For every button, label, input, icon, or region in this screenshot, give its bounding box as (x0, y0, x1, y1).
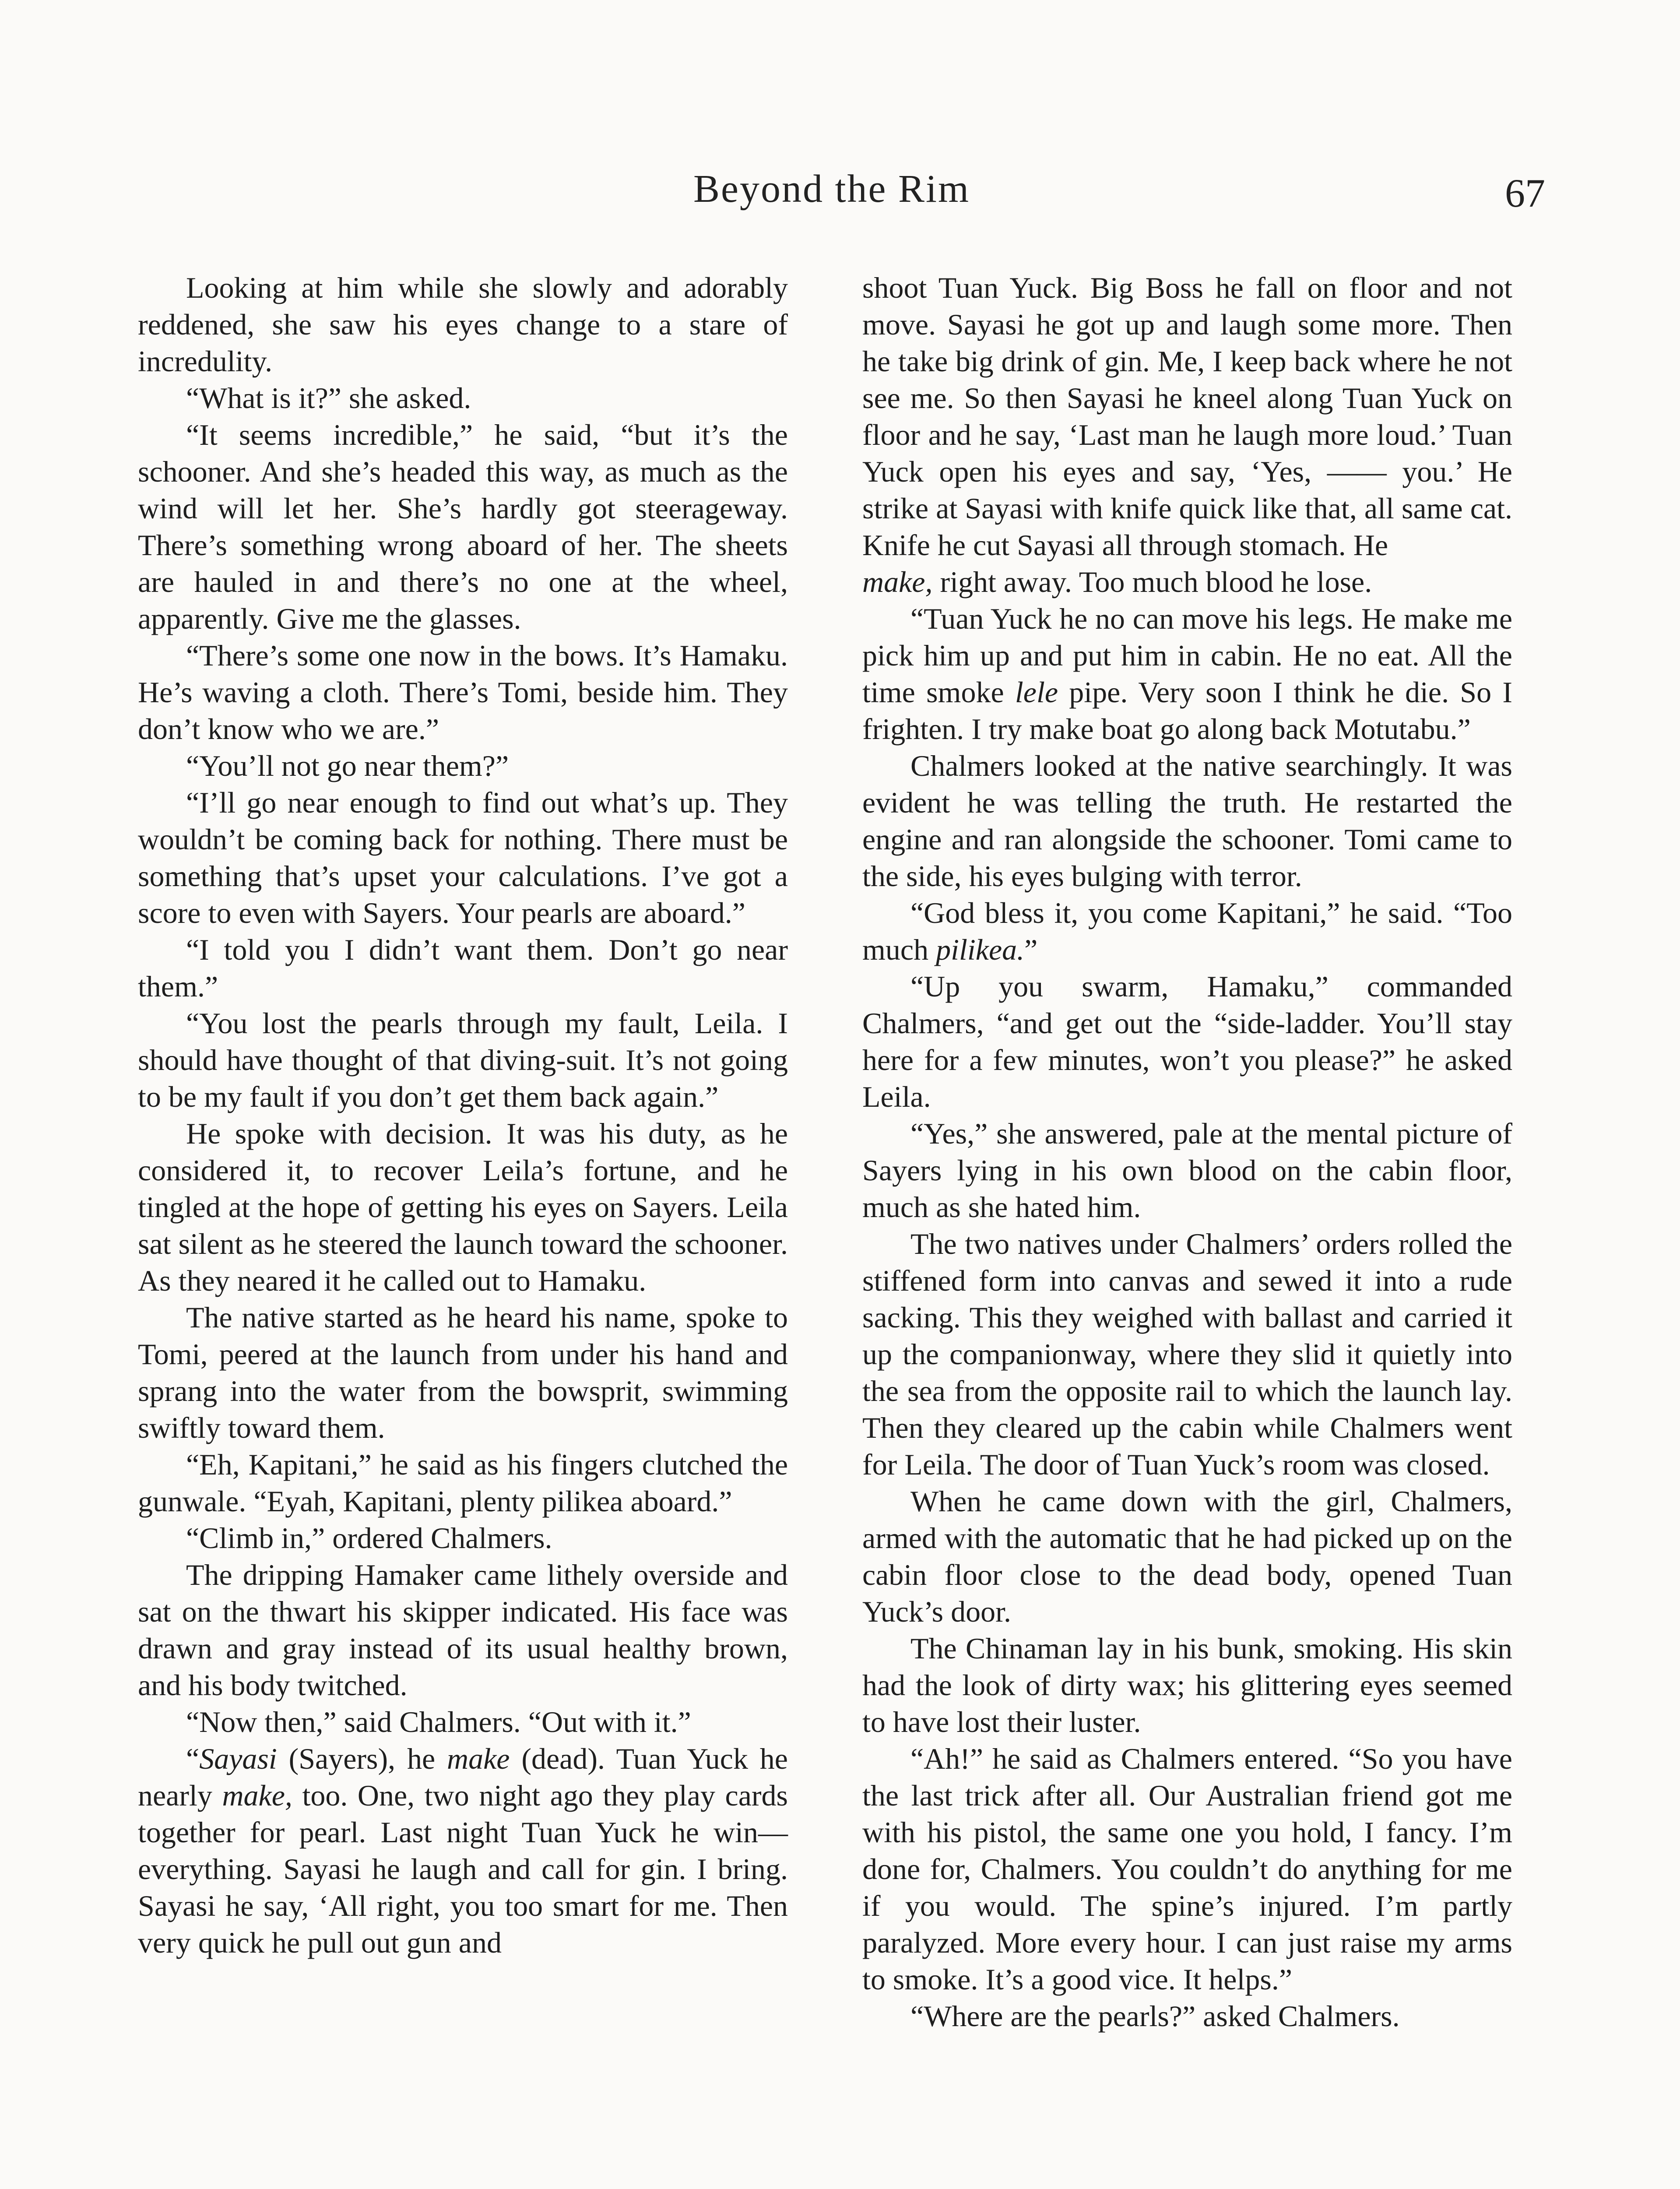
text-run: (dead). Tuan Yuck he nearly (138, 1742, 788, 1812)
paragraph: “I’ll go near enough to find out what’s up. They wouldn’t be coming back for nothing. There must be something that’s upset your calculations. I’ve got a score to even with Sayers. Your pearls are aboard.” (138, 786, 788, 929)
text-run: “Tuan Yuck he no can move his legs. He make me pick him up and put him in cabin. He no eat. All the time smoke (862, 602, 1512, 709)
text-run: too. One, two night ago they play cards together for pearl. Last night Tuan Yuck he win—everything. Sayasi he laugh and call for gin. I bring. Sayasi he say, ‘All right, you too smart for me. Then very quick he pull out gun and (138, 1779, 788, 1959)
paragraph (862, 600, 1512, 747)
paragraph (138, 1740, 788, 1961)
paragraph: The two natives under Chalmers’ orders rolled the stiffened form into canvas and sewed it into a rude sacking. This they weighed with ballast and carried it up the companionway, where they slid it quietly into the sea from the opposite rail to which the launch lay. Then they cleared up the cabin while Chalmers went for Leila. The door of Tuan Yuck’s room was closed. (862, 1227, 1512, 1481)
paragraph: The native started as he heard his name, spoke to Tomi, peered at the launch from under his hand and sprang into the water from the bowsprit, swimming swiftly toward them. (138, 1301, 788, 1444)
italic-run: make (447, 1742, 510, 1775)
paragraph (862, 563, 1512, 600)
text-run: ” (1024, 933, 1038, 966)
running-title: Beyond the Rim (693, 167, 970, 211)
italic-run: Sayasi (199, 1742, 277, 1775)
text-run: “God bless it, you come Kapitani,” he said. “Too much (862, 896, 1512, 966)
paragraph: “Yes,” she answered, pale at the mental picture of Sayers lying in his own blood on the cabin floor, much as she hated him. (862, 1117, 1512, 1224)
text-run: pipe. Very soon I think he die. So I frighten. I try make boat go along back Motutabu.” (862, 676, 1512, 746)
paragraph: “It seems incredible,” he said, “but it’s the schooner. And she’s headed this way, as much as the wind will let her. She’s hardly got steerageway. There’s something wrong aboard of her. The sheets are hauled in and there’s no one at the wheel, apparently. Give me the glasses. (138, 418, 788, 635)
paragraph: When he came down with the girl, Chalmers, armed with the automatic that he had picked up on the cabin floor close to the dead body, opened Tuan Yuck’s door. (862, 1485, 1512, 1628)
italic-run: make, (222, 1779, 292, 1812)
italic-run: make, (862, 565, 933, 598)
paragraph: “Ah!” he said as Chalmers entered. “So you have the last trick after all. Our Australian friend got me with his pistol, the same one you hold, I fancy. I’m done for, Chalmers. You couldn’t do anything for me if you would. The spine’s injured. I’m partly paralyzed. More every hour. I can just raise my arms to smoke. It’s a good vice. It helps.” (862, 1742, 1512, 1996)
paragraph: “What is it?” she asked. (186, 381, 471, 415)
text-run: (Sayers), he (277, 1742, 447, 1775)
paragraph: The Chinaman lay in his bunk, smoking. His skin had the look of dirty wax; his glittering eyes seemed to have lost their luster. (862, 1632, 1512, 1739)
paragraph: “I told you I didn’t want them. Don’t go near them.” (138, 933, 788, 1003)
paragraph: “Climb in,” ordered Chalmers. (186, 1521, 552, 1555)
paragraph: Chalmers looked at the native searchingly. It was evident he was telling the truth. He restarted the engine and ran alongside the schooner. Tomi came to the side, his eyes bulging with terror. (862, 749, 1512, 893)
text-run: “ (186, 1742, 200, 1775)
text-run: right away. Too much blood he lose. (932, 565, 1372, 598)
paragraph: Looking at him while she slowly and adorably reddened, she saw his eyes change to a stare of incredulity. (138, 271, 788, 378)
paragraph: “You’ll not go near them?” (186, 749, 509, 782)
paragraph (862, 894, 1512, 968)
italic-run: pilikea. (936, 933, 1025, 966)
left-text-column (138, 269, 788, 1961)
paragraph: “Eh, Kapitani,” he said as his fingers clutched the gunwale. “Eyah, Kapitani, plenty pilikea aboard.” (138, 1448, 788, 1518)
paragraph: The dripping Hamaker came lithely overside and sat on the thwart his skipper indicated. His face was drawn and gray instead of its usual healthy brown, and his body twitched. (138, 1558, 788, 1702)
italic-run: lele (1015, 676, 1058, 709)
paragraph: “You lost the pearls through my fault, Leila. I should have thought of that diving-suit. It’s not going to be my fault if you don’t get them back again.” (138, 1007, 788, 1113)
paragraph: shoot Tuan Yuck. Big Boss he fall on floor and not move. Sayasi he got up and laugh some more. Then he take big drink of gin. Me, I keep back where he not see me. So then Sayasi he kneel along Tuan Yuck on floor and he say, ‘Last man he laugh more loud.’ Tuan Yuck open his eyes and say, ‘Yes, —— you.’ He strike at Sayasi with knife quick like that, all same cat. Knife he cut Sayasi all through stomach. He (862, 271, 1512, 562)
paragraph: “There’s some one now in the bows. It’s Hamaku. He’s waving a cloth. There’s Tomi, beside him. They don’t know who we are.” (138, 639, 788, 746)
paragraph: “Now then,” said Chalmers. “Out with it.” (186, 1705, 691, 1739)
paragraph: “Up you swarm, Hamaku,” commanded Chalmers, “and get out the “side-ladder. You’ll stay here for a few minutes, won’t you please?” he asked Leila. (862, 970, 1512, 1113)
right-text-column (862, 269, 1512, 2034)
paragraph: He spoke with decision. It was his duty, as he considered it, to recover Leila’s fortune, and he tingled at the hope of getting his eyes on Sayers. Leila sat silent as he steered the launch toward the schooner. As they neared it he called out to Hamaku. (138, 1117, 788, 1297)
page-number: 67 (1505, 171, 1545, 215)
paragraph: “Where are the pearls?” asked Chalmers. (910, 1999, 1400, 2033)
